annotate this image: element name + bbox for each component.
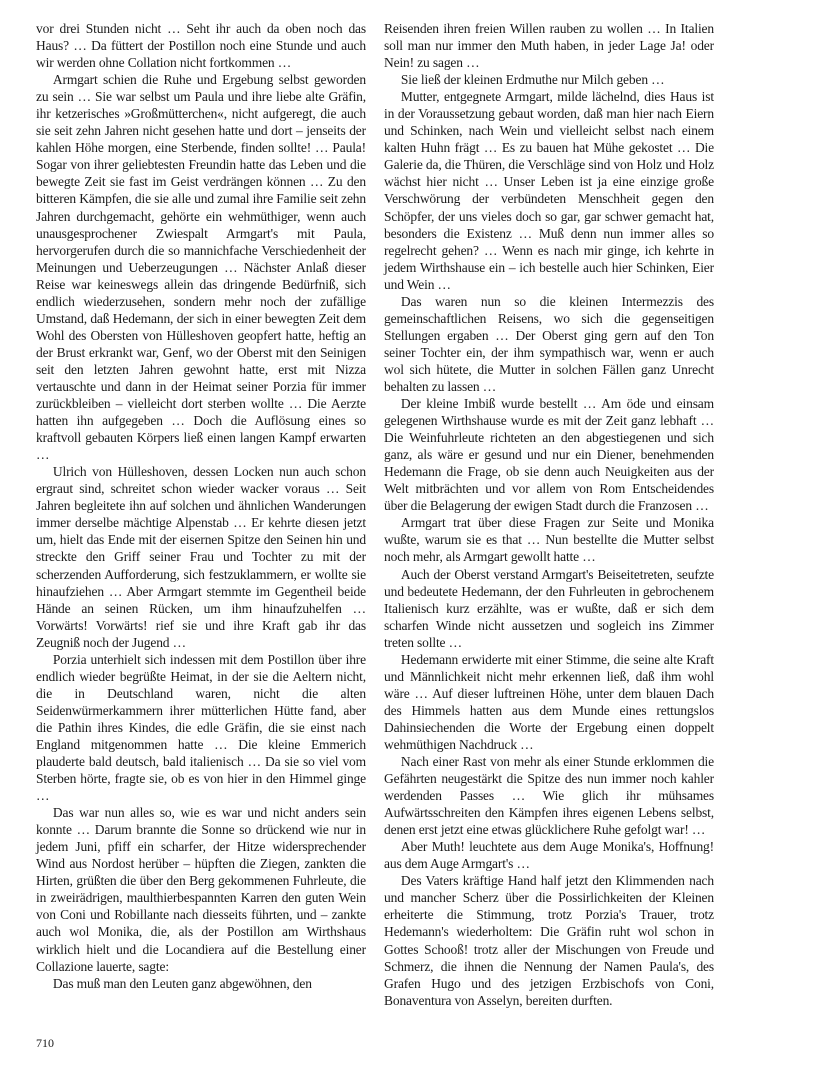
paragraph: Porzia unterhielt sich indessen mit dem Postillon über ihre endlich wieder begrüßte Heimat, in der sie die Aeltern nicht, die in Deutschland waren, nicht die alten Seidenwürmerkammern ihrer mütterlichen Hütte fand, aber die Pathin ihres Kindes, die edle Gräfin, die sie einst nach England mitgenommen hatte … Die kleine Emmerich plauderte bald deutsch, bald italienisch … Da sie so viel vom Sterben hörte, fragte sie, ob es von hier in den Himmel ginge …	[36, 651, 366, 804]
paragraph: Der kleine Imbiß wurde bestellt … Am öde und einsam gelegenen Wirthshause wurde es mit der Zeit ganz lebhaft … Die Weinfuhrleute richteten an den abgestiegenen und sich ganz, als wäre er gesund und nur ein Diener, benehmenden Hedemann die Frage, ob sie denn auch Neuigkeiten aus der Welt mitbrächten und vor allem von Rom Entscheidendes über die Belagerung der ewigen Stadt durch die Franzosen …	[384, 396, 714, 514]
paragraph: Das muß man den Leuten ganz abgewöhnen, den	[52, 975, 312, 991]
page-number: 710	[36, 1036, 54, 1050]
paragraph: Des Vaters kräftige Hand half jetzt den Klimmenden nach und mancher Scherz über die Possirlichkeiten der Kleinen erheiterte die Stimmung, trotz Porzia's Trauer, trotz Hedemann's wiederholtem: Die Gräfin ruht wol schon in Gottes Schooß! trotz aller der Mischungen von Freude und Schmerz, die ihnen die Nennung der Namen Paula's, des Grafen Hugo und des jetzigen Erzbischofs von Coni, Bonaventura von Asselyn, bereiten durften.	[384, 873, 714, 1008]
paragraph: Das waren nun so die kleinen Intermezzis des gemeinschaftlichen Reisens, wo sich die gegenseitigen Stellungen ergaben … Der Oberst ging gern auf den Ton seiner Tochter ein, der ihm sympathisch war, wenn er auch wol sich hütete, die Mutter in solchen Fällen ganz Unrecht behalten zu lassen …	[384, 293, 714, 394]
paragraph: Mutter, entgegnete Armgart, milde lächelnd, dies Haus ist in der Voraussetzung gebaut worden, daß man hier nach Eiern und Schinken, nach Wein und vielleicht selbst nach einem kalten Huhn frägt … Es zu bauen hat Mühe gekostet … Die Galerie da, die Thüren, die Verschläge sind von Holz und Holz wächst hier nicht … Unser Leben ist ja eine einzige große Verschwörung der verbündeten Menschheit gegen den Schöpfer, der uns vieles doch so gar, gar schwer gemacht hat, besonders die Existenz … Muß denn nun immer alles so regelrecht gehen? … Wenn es nach mir ginge, ich kehrte in jedem Wirthshause ein – ich bestelle auch hier Schinken, Eier und Wein …	[384, 89, 715, 292]
paragraph: vor drei Stunden nicht … Seht ihr auch da oben noch das Haus? … Da füttert der Postillon noch eine Stunde und auch wir werden ohne Collation nicht fortkommen …	[36, 21, 366, 71]
paragraph: Aber Muth! leuchtete aus dem Auge Monika's, Hoffnung! aus dem Auge Armgart's …	[384, 839, 714, 872]
left-column	[36, 20, 366, 992]
paragraph: Armgart schien die Ruhe und Ergebung selbst geworden zu sein … Sie war selbst um Paula und ihre liebe alte Gräfin, ihr ketzerisches »Großmütterchen«, nicht aufgeregt, die auch sie seit zehn Jahren nicht gesehen hatte und dort – jenseits der kahlen Höhe morgen, eine Sterbende, finden sollte! … Paula! Sogar von ihrer geliebtesten Freundin hatte das Leben und die bewegte Zeit sie fast im Geist verdrängen können … Zu den bitteren Kämpfen, die sie alle und zumal ihre Familie seit zehn Jahren durchgemacht, gehörte ein wehmüthiger, wenn auch unausgesprochener Zwiespalt Armgart's mit Paula, hervorgerufen durch die so mannichfache Verschiedenheit der Meinungen und Ueberzeugungen … Nächster Anlaß dieser Reise war keineswegs allein das dringende Bedürfniß, sich endlich wiederzusehen, sondern mehr noch der zufällige Umstand, daß Hedemann, der sich in einer bewegten Zeit dem Wohl des Obersten von Hülleshoven geopfert hatte, heftig an der Brust erkrankt war, Genf, wo der Oberst mit den Seinigen seit den letzten Jahren gewohnt hatte, erst mit Nizza vertauschte und dann in der Heimat seiner Porzia für immer zurückbleiben – vielleicht dort sterben wollte … Die Aerzte hatten ihn aufgegeben … Doch die Auflösung eines so kraftvoll gebauten Körpers ließ einen langen Kampf erwarten …	[36, 72, 366, 463]
paragraph: Armgart trat über diese Fragen zur Seite und Monika wußte, warum sie es that … Nun bestellte die Mutter selbst noch mehr, als Armgart gewollt hatte …	[384, 515, 714, 565]
paragraph: Sie ließ der kleinen Erdmuthe nur Milch geben …	[400, 72, 665, 88]
paragraph: Das war nun alles so, wie es war und nicht anders sein konnte … Darum brannte die Sonne so drückend wie nur in jedem Juni, pfiff ein scharfer, der Hitze widersprechender Wind aus Nordost herüber – hüpften die Ziegen, zankten die Hirten, grüßten die über den Berg gekommenen Fuhrleute, die in zweirädrigen, maulthierbespannten Karren den guten Wein von Coni und Robillante nach diesseits führten, und – zankte auch wol Monika, die, als der Postillon am Wirthshaus wirklich hielt und die Locandiera auf die Bestellung einer Collazione lauerte, sagte:	[36, 805, 366, 974]
paragraph: Auch der Oberst verstand Armgart's Beiseitetreten, seufzte und bedeutete Hedemann, der den Fuhrleuten in gebrochenem Italienisch kurz erzählte, was er wußte, daß er sich dem scharfen Winde nicht aussetzen und sogleich ins Zimmer treten sollte …	[384, 566, 714, 650]
paragraph: Reisenden ihren freien Willen rauben zu wollen … In Italien soll man nur immer den Muth haben, in jeder Lage Ja! oder Nein! zu sagen …	[384, 21, 714, 71]
paragraph: Hedemann erwiderte mit einer Stimme, die seine alte Kraft und Männlichkeit nicht mehr erkennen ließ, daß ihm wohl wäre … Auf dieser luftreinen Höhe, unter dem blauen Dach des Himmels hatten aus dem Munde eines rettungslos Dahinsiechenden die Worte der Ergebung einen doppelt wehmüthigen Nachdruck …	[384, 651, 714, 752]
paragraph: Ulrich von Hülleshoven, dessen Locken nun auch schon ergraut sind, schreitet schon wieder wacker voraus … Seit Jahren begleitete ihn auf solchen und ähnlichen Wanderungen immer derselbe mächtige Alpenstab … Er kehrte diesen jetzt um, hielt das Ende mit der eisernen Spitze den Seinen hin und streckte den Griff seiner Frau und Tochter zu mit der scherzenden Aufforderung, sich festzuklammern, er wollte sie hinaufziehen … Aber Armgart stemmte im Gegentheil beide Hände an seinen Rücken, um ihm hinaufzuhelfen … Vorwärts! Vorwärts! rief sie und ihre Kraft gab ihr das Zeugniß noch der Jugend …	[36, 464, 366, 650]
right-column	[384, 20, 714, 1009]
paragraph: Nach einer Rast von mehr als einer Stunde erklommen die Gefährten neugestärkt die Spitze des nun immer noch kahler werdenden Passes … Wie glich ihr mühsames Aufwärtsschreiten den Kämpfen ihres eigenen Lebens selbst, denen erst jetzt eine etwas glücklichere Ruhe gefolgt war! …	[384, 754, 714, 838]
